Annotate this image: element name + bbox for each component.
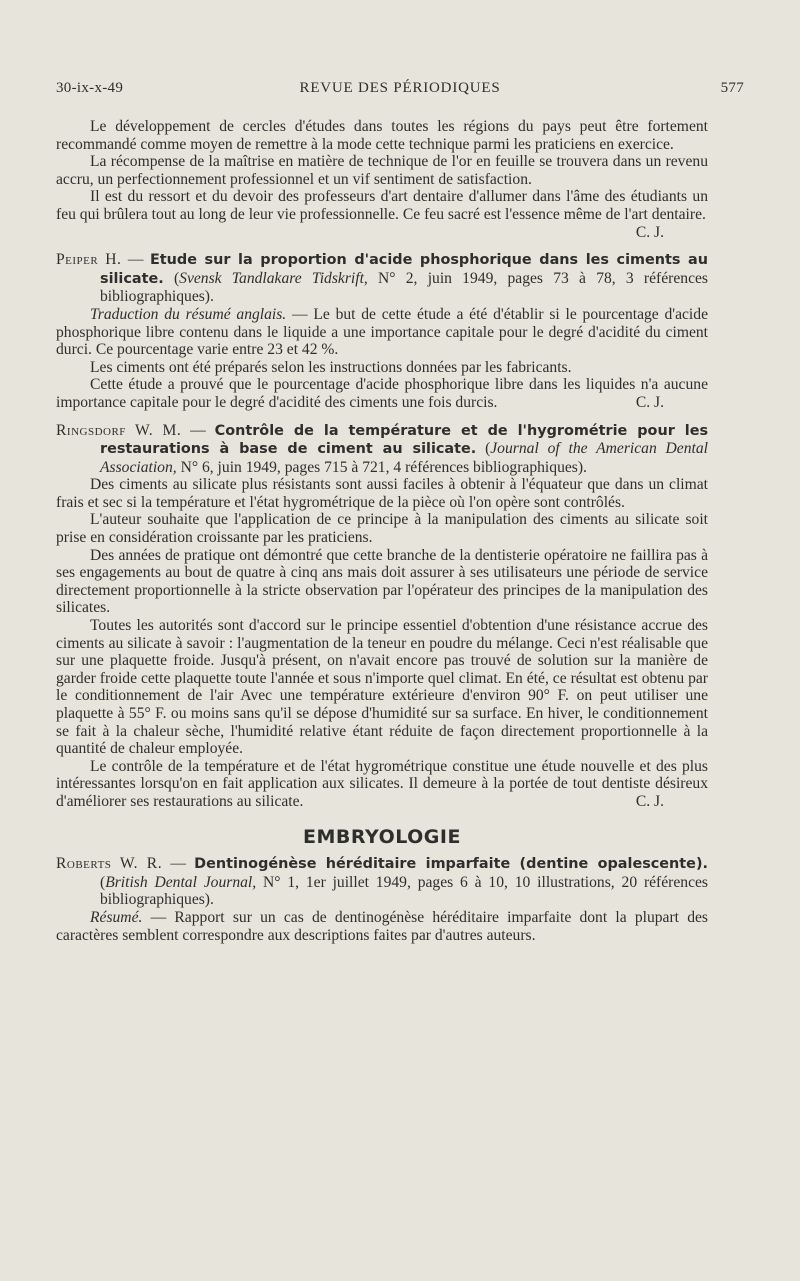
entry-author: Peiper H. [56, 251, 122, 269]
journal-title: REVUE DES PÉRIODIQUES [299, 80, 501, 96]
entry-author: Roberts W. R. [56, 855, 163, 873]
paragraph: Des ciments au silicate plus résistants sont aussi faciles à obtenir à l'équateur que dans un climat frais et sec si la température et l'état hygrométrique de la pièce où l'on opère sont contrôlés. [56, 476, 708, 511]
paragraph: Il est du ressort et du devoir des professeurs d'art dentaire d'allumer dans l'âme des étudiants un feu qui brûlera tout au long de leur vie professionnelle. Ce feu sacré est l'essence même de l'art dentaire. C. J. [56, 188, 708, 241]
paragraph: Les ciments ont été préparés selon les instructions données par les fabricants. [90, 358, 572, 376]
paragraph: Résumé. — Rapport sur un cas de dentinogénèse héréditaire imparfaite dont la plupart des caractères semblent correspondre aux descriptions faites par d'autres auteurs. [56, 908, 708, 944]
entry-title: Dentinogénèse héréditaire imparfaite (dentine opalescente). [194, 856, 708, 873]
signature: C. J. [635, 393, 664, 411]
paragraph: Toutes les autorités sont d'accord sur le principe essentiel d'obtention d'une résistance accrue des ciments au silicate à savoir : l'augmentation de la teneur en poudre du mélange. Ceci n'est réalisable que sur une plaquette froide. Jusqu'à présent, on n'avait encore pas trouvé de solution sur la manière de garder froide cette plaquette toute l'année et sous n'importe quel climat. En été, ce résultat est obtenu par le conditionnement de l'air Avec une température extérieure d'environ 90° F. on peut utiliser une plaquette à 55° F. ou moins sans qu'il se dépose d'humidité sur sa surface. En hiver, le conditionnement se fait à la chaleur sèche, l'humidité relative étant réduite de façon directement proportionnelle à la quantité de chaleur employée. [56, 617, 708, 758]
paragraph: La récompense de la maîtrise en matière de technique de l'or en feuille se trouvera dans un revenu accru, un perfectionnement professionnel et un vif sentiment de satisfaction. [56, 153, 708, 188]
paragraph: Traduction du résumé anglais. — Le but de cette étude a été d'établir si le pourcentage d'acide phosphorique libre contenu dans le liquide a une importance capitale pour le degré d'acidité du ciment durci. Ce pourcentage varie entre 23 et 42 %. [56, 305, 708, 359]
bibliographic-entry: Ringsdorf W. M. — Contrôle de la température et de l'hygrométrie pour les restaurations à base de ciment au silicate. (Journal of the American Dental Association, N° 6, juin 1949, pages 715 à 721, 4 références bibliographiques). [56, 421, 709, 476]
issue-date: 30-ix-x-49 [56, 80, 124, 96]
entry-title: Etude sur la proportion d'acide phosphorique dans les ciments au silicate. [100, 252, 708, 287]
summary-label: Traduction du résumé anglais. [90, 305, 287, 323]
bibliographic-entry: Roberts W. R. — Dentinogénèse héréditaire imparfaite (dentine opalescente). (British Dental Journal, N° 1, 1er juillet 1949, pages 6 à 10, 10 illustrations, 20 références bibliographiques). [56, 855, 708, 909]
paragraph: Cette étude a prouvé que le pourcentage d'acide phosphorique libre dans les liquides n'a aucune importance capitale pour le degré d'acidité des ciments une fois durcis. C. J. [56, 376, 708, 411]
page-number: 577 [720, 80, 744, 96]
signature: C. J. [635, 792, 664, 810]
paragraph: L'auteur souhaite que l'application de ce principe à la manipulation des ciments au silicate soit prise en considération croissante par les praticiens. [56, 511, 708, 547]
paragraph: Le contrôle de la température et de l'état hygrométrique constitue une étude nouvelle et des plus intéressantes lorsqu'on en fait application aux silicates. Il demeure à la portée de tout dentiste désireux d'améliorer ses restaurations au silicate. C. J. [56, 757, 708, 810]
entry-title: Contrôle de la température et de l'hygrométrie pour les restaurations à base de ciment au silicate. [100, 422, 709, 458]
summary-label: Résumé. [90, 908, 143, 926]
page-body [56, 118, 708, 944]
paragraph: Le développement de cercles d'études dans toutes les régions du pays peut être fortement recommandé comme moyen de remettre à la mode cette technique parmi les praticiens en exercice. [56, 118, 708, 153]
paragraph: Des années de pratique ont démontré que cette branche de la dentisterie opératoire ne faillira pas à ses engagements au bout de quatre à cinq ans mais doit assurer à ses utilisateurs une période de service directement proportionnelle à la stricte observation par l'opérateur des principes de la manipulation des silicates. [56, 546, 708, 617]
journal-name: Svensk Tandlakare Tidskrift, [179, 269, 368, 287]
journal-name: Journal of the American Dental Association, [100, 440, 708, 476]
section-heading: EMBRYOLOGIE [303, 825, 461, 848]
journal-name: British Dental Journal, [105, 873, 257, 891]
signature: C. J. [635, 223, 664, 241]
bibliographic-entry: Peiper H. — Etude sur la proportion d'acide phosphorique dans les ciments au silicate. (Svensk Tandlakare Tidskrift, N° 2, juin 1949, pages 73 à 78, 3 références bibliographiques). [56, 251, 708, 306]
entry-author: Ringsdorf W. M. [56, 421, 182, 439]
